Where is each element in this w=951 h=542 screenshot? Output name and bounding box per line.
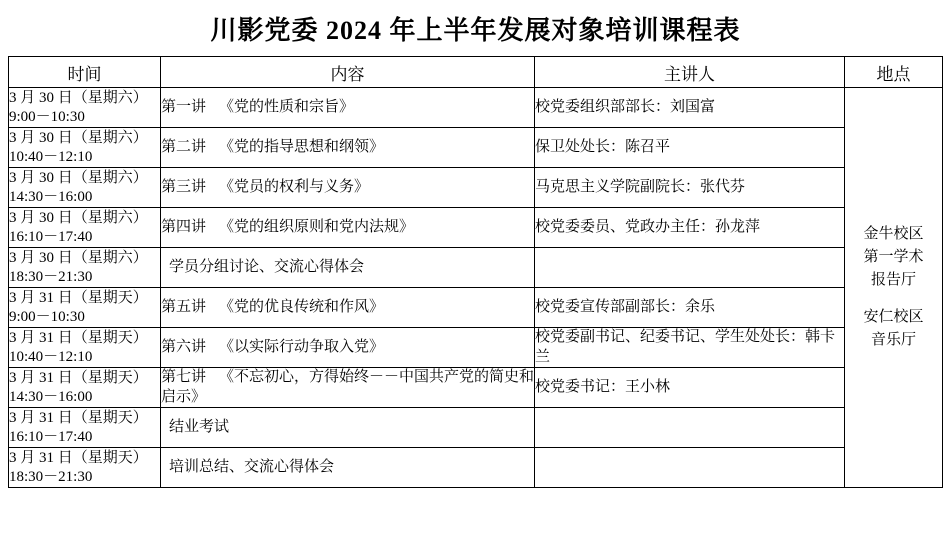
column-header-speaker: 主讲人 [535,57,845,88]
time-date: 3 月 31 日（星期天） [9,369,148,386]
schedule-table [8,56,943,488]
cell-speaker [535,408,845,448]
time-range: 10:40－12:10 [9,148,93,165]
table-row [9,408,943,448]
lecture-topic: 《不忘初心，方得始终－－中国共产党的简史和启示》 [161,369,535,405]
cell-speaker: 保卫处处长：陈召平 [535,128,845,168]
cell-content [161,248,535,288]
cell-time [9,368,161,408]
lecture-topic: 《党员的权利与义务》 [219,178,370,195]
table-row [9,288,943,328]
time-range: 16:10－17:40 [9,228,93,245]
cell-speaker: 校党委宣传部副部长：余乐 [535,288,845,328]
lecture-topic: 《党的组织原则和党内法规》 [219,218,415,235]
lecture-topic: 《党的指导思想和纲领》 [219,138,385,155]
time-date: 3 月 30 日（星期六） [9,249,148,266]
cell-time [9,248,161,288]
cell-content [161,288,535,328]
cell-content [161,368,535,408]
lecture-number: 第一讲 [161,98,207,115]
lecture-topic: 培训总结、交流心得体会 [169,458,335,475]
cell-time [9,168,161,208]
time-range: 18:30－21:30 [9,268,93,285]
lecture-number: 第四讲 [161,218,207,235]
place-line-2: 第一学术 [863,249,924,266]
time-date: 3 月 30 日（星期六） [9,129,148,146]
cell-speaker [535,448,845,488]
table-row [9,368,943,408]
table-row [9,248,943,288]
lecture-topic: 学员分组讨论、交流心得体会 [169,258,365,275]
table-row [9,128,943,168]
column-header-time: 时间 [9,57,161,88]
table-row [9,328,943,368]
cell-time [9,88,161,128]
column-header-place: 地点 [845,57,943,88]
lecture-topic: 结业考试 [169,418,230,435]
time-date: 3 月 30 日（星期六） [9,89,148,106]
time-range: 10:40－12:10 [9,348,93,365]
time-range: 14:30－16:00 [9,388,93,405]
time-date: 3 月 30 日（星期六） [9,169,148,186]
place-spacer [845,293,942,306]
lecture-number: 第七讲 [161,369,207,385]
time-range: 14:30－16:00 [9,188,93,205]
cell-speaker: 马克思主义学院副院长：张代芬 [535,168,845,208]
time-range: 16:10－17:40 [9,428,93,445]
cell-time [9,328,161,368]
cell-content [161,328,535,368]
page-title: 川影党委 2024 年上半年发展对象培训课程表 [210,16,741,45]
cell-time [9,408,161,448]
cell-content [161,88,535,128]
cell-content [161,128,535,168]
cell-place [845,88,943,488]
place-line-1: 金牛校区 [863,225,924,242]
lecture-number: 第二讲 [161,138,207,155]
cell-speaker: 校党委书记：王小林 [535,368,845,408]
cell-content [161,168,535,208]
table-header-row [9,57,943,88]
cell-time [9,128,161,168]
cell-content [161,448,535,488]
cell-speaker: 校党委副书记、纪委书记、学生处处长：韩卡兰 [535,328,845,368]
time-date: 3 月 30 日（星期六） [9,209,148,226]
column-header-content: 内容 [161,57,535,88]
cell-speaker: 校党委组织部部长：刘国富 [535,88,845,128]
lecture-number: 第六讲 [161,338,207,355]
place-line-5: 音乐厅 [870,331,916,348]
lecture-topic: 《党的性质和宗旨》 [219,98,355,115]
table-row [9,88,943,128]
time-range: 9:00－10:30 [9,308,85,325]
cell-content [161,408,535,448]
table-row [9,208,943,248]
cell-speaker [535,248,845,288]
cell-time [9,208,161,248]
lecture-number: 第五讲 [161,298,207,315]
cell-time [9,288,161,328]
cell-speaker: 校党委委员、党政办主任：孙龙萍 [535,208,845,248]
place-line-4: 安仁校区 [863,308,924,325]
lecture-topic: 《以实际行动争取入党》 [219,338,385,355]
time-date: 3 月 31 日（星期天） [9,449,148,466]
table-row [9,448,943,488]
place-line-3: 报告厅 [870,272,916,289]
cell-content [161,208,535,248]
time-date: 3 月 31 日（星期天） [9,409,148,426]
table-row [9,168,943,208]
lecture-number: 第三讲 [161,178,207,195]
lecture-topic: 《党的优良传统和作风》 [219,298,385,315]
time-date: 3 月 31 日（星期天） [9,289,148,306]
cell-time [9,448,161,488]
time-date: 3 月 31 日（星期天） [9,329,148,346]
time-range: 9:00－10:30 [9,108,85,125]
time-range: 18:30－21:30 [9,468,93,485]
